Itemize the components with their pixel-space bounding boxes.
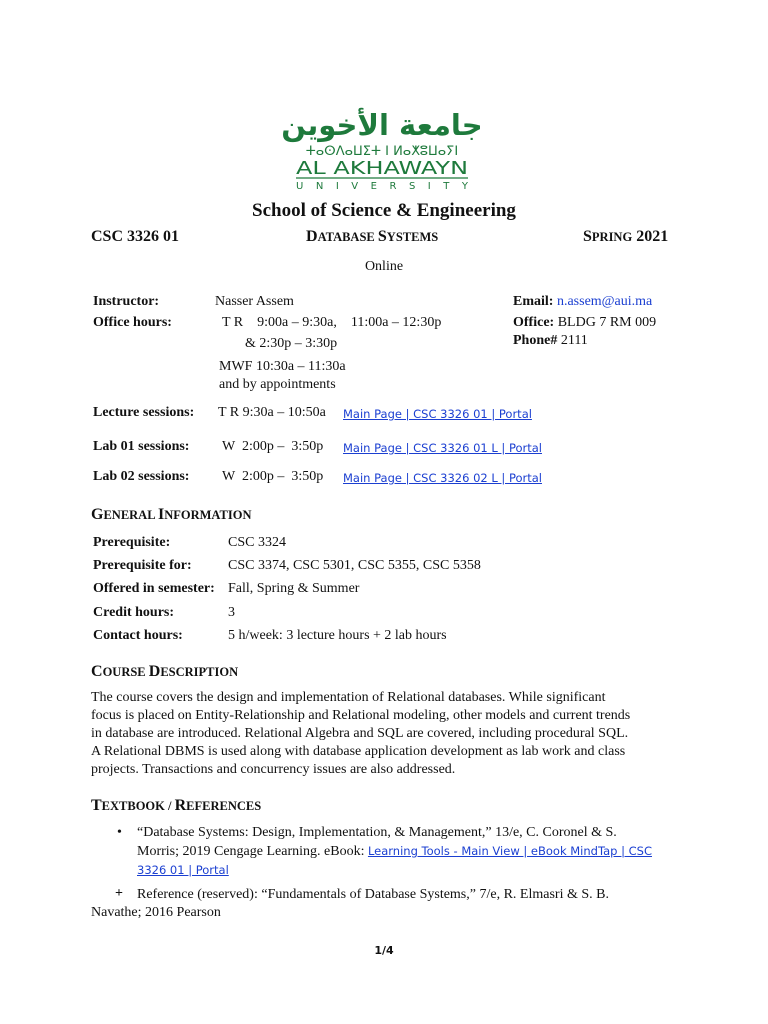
university-logo	[281, 105, 483, 192]
office-hours-label: Office hours:	[93, 315, 172, 330]
textbook-references-heading: TEXTBOOK / REFERENCES	[91, 797, 262, 814]
contact-hours-label: Contact hours:	[93, 628, 183, 643]
prerequisite-for-label: Prerequisite for:	[93, 558, 192, 573]
logo-name-text: AL AKHAWAYN	[296, 159, 468, 179]
delivery-mode: Online	[364, 259, 404, 274]
prerequisite-value: CSC 3324	[228, 535, 286, 550]
logo-arabic-text: جامعة الأخوين	[281, 108, 483, 142]
course-title: DATABASE SYSTEMS	[306, 228, 439, 245]
office-hours-line-1: T R 9:00a – 9:30a, 11:00a – 12:30p	[222, 315, 442, 330]
lab02-sessions-time: W 2:00p – 3:50p	[222, 469, 324, 484]
bullet-icon: •	[117, 825, 122, 840]
plus-icon: +	[115, 886, 123, 901]
lecture-portal-link[interactable]: Main Page | CSC 3326 01 | Portal	[343, 407, 532, 421]
logo-subtitle-text: UNIVERSITY	[296, 181, 468, 192]
ebook-portal-link[interactable]: 3326 01 | Portal	[137, 863, 229, 877]
email-link[interactable]: n.assem@aui.ma	[556, 294, 653, 309]
ebook-link[interactable]: Learning Tools - Main View | eBook MindTap | CSC	[367, 844, 652, 858]
lab02-portal-link[interactable]: Main Page | CSC 3326 02 L | Portal	[343, 471, 542, 485]
lab02-sessions-label: Lab 02 sessions:	[93, 469, 190, 484]
course-description-heading: COURSE DESCRIPTION	[91, 663, 239, 680]
lecture-sessions-label: Lecture sessions:	[93, 405, 195, 420]
school-title: School of Science & Engineering	[252, 200, 516, 221]
credit-hours-value: 3	[228, 605, 235, 620]
phone-row: Phone# 2111	[513, 333, 588, 348]
offered-semester-label: Offered in semester:	[93, 581, 215, 596]
semester: SPRING 2021	[583, 228, 669, 245]
credit-hours-label: Credit hours:	[93, 605, 175, 620]
textbook-item-2-line-1: Reference (reserved): “Fundamentals of Database Systems,” 7/e, R. Elmasri & S. B.	[137, 887, 609, 902]
prerequisite-label: Prerequisite:	[93, 535, 171, 550]
lab01-sessions-label: Lab 01 sessions:	[93, 439, 190, 454]
prerequisite-for-value: CSC 3374, CSC 5301, CSC 5355, CSC 5358	[228, 558, 481, 573]
lab01-portal-link[interactable]: Main Page | CSC 3326 01 L | Portal	[343, 441, 542, 455]
general-information-heading: GENERAL INFORMATION	[91, 506, 252, 523]
offered-semester-value: Fall, Spring & Summer	[228, 581, 360, 596]
lab01-sessions-time: W 2:00p – 3:50p	[222, 439, 324, 454]
office-hours-line-4: and by appointments	[219, 377, 336, 392]
textbook-item-2-line-2: Navathe; 2016 Pearson	[91, 905, 221, 920]
lecture-sessions-time: T R 9:30a – 10:50a	[218, 405, 326, 420]
course-description-text: The course covers the design and implementation of Relational databases. While significant focus is placed on Entity-Relationship and Relational modeling, other models and current trends in database are introduced. Relational Algebra and SQL are covered, including procedural SQL. A Relational DBMS is used along with database application development as lab work and class projects. Transactions and concurrency issues are also addressed.	[91, 690, 631, 777]
instructor-label: Instructor:	[93, 294, 160, 309]
instructor-name: Nasser Assem	[215, 294, 294, 309]
office-hours-line-3: MWF 10:30a – 11:30a	[219, 359, 346, 374]
logo-tifinagh-text: ⵜⴰⵙⴷⴰⵡⵉⵜ ⵏ ⵍⴰⵅⵓⵡⴰⵢⵏ	[305, 144, 459, 159]
email-row: Email: n.assem@aui.ma	[513, 294, 653, 309]
textbook-item-1: “Database Systems: Design, Implementation, & Management,” 13/e, C. Coronel & S. Morris; 2019 Cengage Learning. eBook: Learning Tools - Main View | eBook MindTap | CSC 3326 01 | Portal	[137, 825, 652, 877]
office-hours-line-2: & 2:30p – 3:30p	[245, 336, 338, 351]
office-row: Office: BLDG 7 RM 009	[513, 315, 657, 330]
contact-hours-value: 5 h/week: 3 lecture hours + 2 lab hours	[228, 628, 447, 643]
page-number: 1/4	[374, 944, 394, 957]
course-code: CSC 3326 01	[91, 228, 180, 245]
